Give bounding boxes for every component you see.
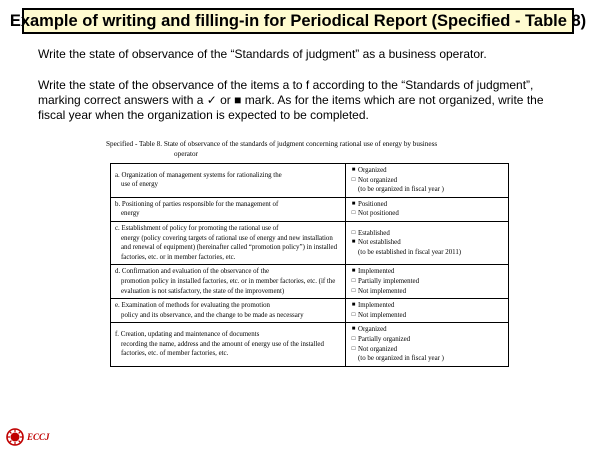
option-organized[interactable] [350, 166, 504, 176]
item-text-cont: energy (policy covering targets of rational use of energy and new installation and renewal of equipment) (hereinafter called “promotion policy”) in installed factories, etc. or in member factories, etc. [121, 234, 338, 261]
checkbox-icon: ■ [351, 302, 356, 309]
checkbox-icon: ■ [351, 268, 356, 275]
item-cell [111, 265, 346, 299]
table-row [111, 265, 509, 299]
item-text-cont: recording the name, address and the amount of energy use of the installed factories, etc. of member factories, etc. [121, 340, 324, 358]
page-title: Example of writing and filling-in for Periodical Report (Specified - Table 8) [22, 8, 574, 34]
checkbox-icon: ■ [351, 200, 356, 207]
checkbox-icon: □ [351, 277, 356, 284]
fiscal-year-note: (to be established in fiscal year 2011) [358, 248, 462, 256]
option-not-organized[interactable] [350, 176, 504, 186]
caption-line-2: operator [174, 150, 198, 158]
option-label: Implemented [358, 302, 395, 310]
checkbox-icon: □ [351, 210, 356, 217]
checkbox-icon: □ [351, 176, 356, 183]
answer-cell [346, 265, 509, 299]
answer-cell [346, 164, 509, 198]
item-text: a. Organization of management systems for rationalizing the [115, 171, 282, 179]
item-cell [111, 164, 346, 198]
intro-instruction-1: Write the state of observance of the “Standards of judgment” as a business operator. [38, 47, 487, 61]
answer-cell [346, 197, 509, 221]
checkbox-icon: ■ [351, 167, 356, 173]
table-row [111, 221, 509, 264]
option-not-established[interactable] [350, 238, 504, 248]
option-implemented[interactable] [350, 267, 504, 277]
table-row [111, 299, 509, 323]
option-label: Not implemented [358, 311, 407, 319]
item-text-cont: promotion policy in installed factories, etc. or in member factories, etc. (if the evaluation is not satisfactory, the state of the improvement) [121, 277, 336, 295]
table-row [111, 323, 509, 366]
option-partially-implemented[interactable] [350, 277, 504, 287]
table-row [111, 197, 509, 221]
checkbox-icon: □ [351, 229, 356, 236]
option-label: Implemented [358, 268, 395, 276]
option-not-implemented[interactable] [350, 311, 504, 321]
item-cell [111, 299, 346, 323]
answer-cell [346, 221, 509, 264]
option-not-organized[interactable] [350, 345, 504, 355]
item-text: f. Creation, updating and maintenance of documents [115, 331, 260, 339]
checkbox-icon: □ [351, 311, 356, 318]
option-label: Organized [358, 326, 387, 334]
option-implemented[interactable] [350, 301, 504, 311]
observance-table [110, 163, 509, 367]
item-cell [111, 323, 346, 366]
item-text: c. Establishment of policy for promoting the rational use of [115, 224, 279, 232]
option-partially-organized[interactable] [350, 335, 504, 345]
item-text: e. Examination of methods for evaluating the promotion [115, 302, 271, 310]
option-label: Not organized [358, 176, 398, 184]
option-label: Not positioned [358, 210, 399, 218]
caption-line-1: Specified - Table 8. State of observance of the standards of judgment concerning rational use of energy by business [106, 140, 438, 148]
checkbox-icon: □ [351, 345, 356, 352]
checkbox-icon: ■ [351, 239, 356, 246]
option-established[interactable] [350, 229, 504, 239]
item-text: b. Positioning of parties responsible for the management of [115, 200, 279, 208]
item-text-cont: policy and its observance, and the change to be made as necessary [121, 311, 304, 319]
option-not-positioned[interactable] [350, 209, 504, 219]
item-text-cont: energy [121, 210, 140, 218]
option-label: Not implemented [358, 287, 407, 295]
checkbox-icon: □ [351, 335, 356, 342]
table-row [111, 164, 509, 198]
item-cell [111, 197, 346, 221]
option-organized[interactable] [350, 325, 504, 335]
eccj-logo [6, 428, 50, 446]
option-label: Organized [358, 167, 387, 174]
item-cell [111, 221, 346, 264]
answer-cell [346, 323, 509, 366]
option-label: Partially organized [358, 335, 411, 343]
eccj-logo-text: ECCJ [27, 432, 50, 442]
option-label: Established [358, 229, 390, 237]
item-text-cont: use of energy [121, 181, 158, 189]
option-label: Partially implemented [358, 277, 420, 285]
fiscal-year-note: (to be organized in fiscal year ) [358, 355, 444, 363]
checkbox-icon: ■ [351, 326, 356, 333]
option-label: Not organized [358, 345, 398, 353]
option-label: Positioned [358, 200, 388, 208]
option-positioned[interactable] [350, 200, 504, 210]
option-label: Not established [358, 239, 401, 247]
checkbox-icon: □ [351, 287, 356, 294]
item-text: d. Confirmation and evaluation of the observance of the [115, 268, 270, 276]
fiscal-year-note: (to be organized in fiscal year ) [358, 186, 444, 194]
table-caption [106, 139, 526, 159]
answer-cell [346, 299, 509, 323]
intro-instruction-2: Write the state of the observance of the items a to f according to the “Standards of judgment”, marking correct answers with a ✓ or ■ mark. As for the items which are not organized, write the fiscal year when the organization is expected to be completed. [38, 78, 544, 122]
option-not-implemented[interactable] [350, 287, 504, 297]
eccj-logo-icon [6, 428, 24, 446]
